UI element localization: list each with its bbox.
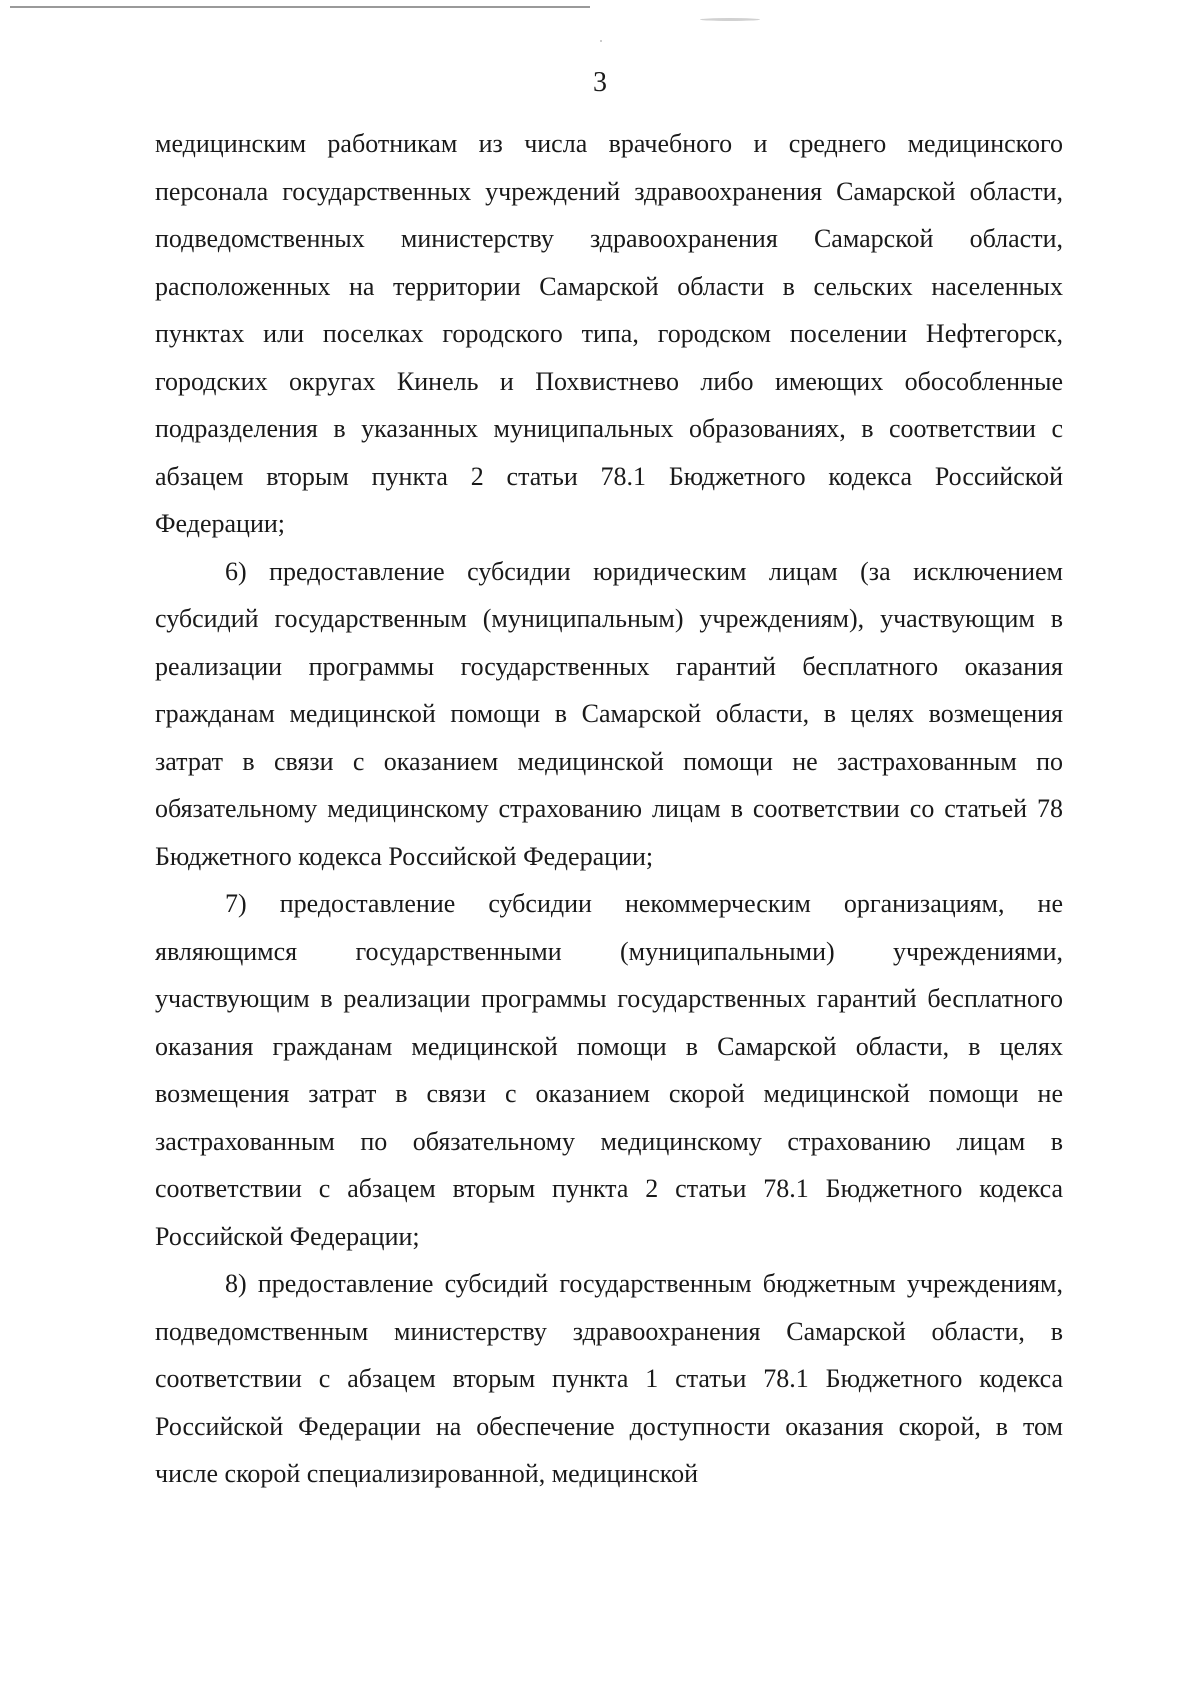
page-number: 3 [593,67,607,98]
scan-artifact-speck [600,40,602,42]
paragraph-item-6: 6) предоставление субсидии юридическим лицам (за исключением субсидий государственным (муниципальным) учреждениям), участвующим в реализации программы государственных гарантий бесплатного оказания гражданам медицинской помощи в Самарской области, в целях возмещения затрат в связи с оказанием медицинской помощи не застрахованным по обязательному медицинскому страхованию лицам в соответствии со статьей 78 Бюджетного кодекса Российской Федерации; [155,556,1063,871]
paragraph-continuation: медицинским работникам из числа врачебного и среднего медицинского персонала государственных учреждений здравоохранения Самарской области, подведомственных министерству здравоохранения Самарской области, расположенных на территории Самарской области в сельских населенных пунктах или поселках городского типа, городском поселении Нефтегорск, городских округах Кинель и Похвистнево либо имеющих обособленные подразделения в указанных муниципальных образованиях, в соответствии с абзацем вторым пункта 2 статьи 78.1 Бюджетного кодекса Российской Федерации; [155,129,1063,538]
scan-artifact-speck [700,18,760,21]
scan-artifact-line [10,6,590,8]
paragraph-item-7: 7) предоставление субсидии некоммерческим организациям, не являющимся государственными (муниципальными) учреждениями, участвующим в реализации программы государственных гарантий бесплатного оказания гражданам медицинской помощи в Самарской области, в целях возмещения затрат в связи с оказанием скорой медицинской помощи не застрахованным по обязательному медицинскому страхованию лицам в соответствии с абзацем вторым пункта 2 статьи 78.1 Бюджетного кодекса Российской Федерации; [155,889,1063,1251]
document-body [155,120,1063,1498]
paragraph-item-8: 8) предоставление субсидий государственным бюджетным учреждениям, подведомственным министерству здравоохранения Самарской области, в соответствии с абзацем вторым пункта 1 статьи 78.1 Бюджетного кодекса Российской Федерации на обеспечение доступности оказания скорой, в том числе скорой специализированной, медицинской [155,1269,1063,1488]
